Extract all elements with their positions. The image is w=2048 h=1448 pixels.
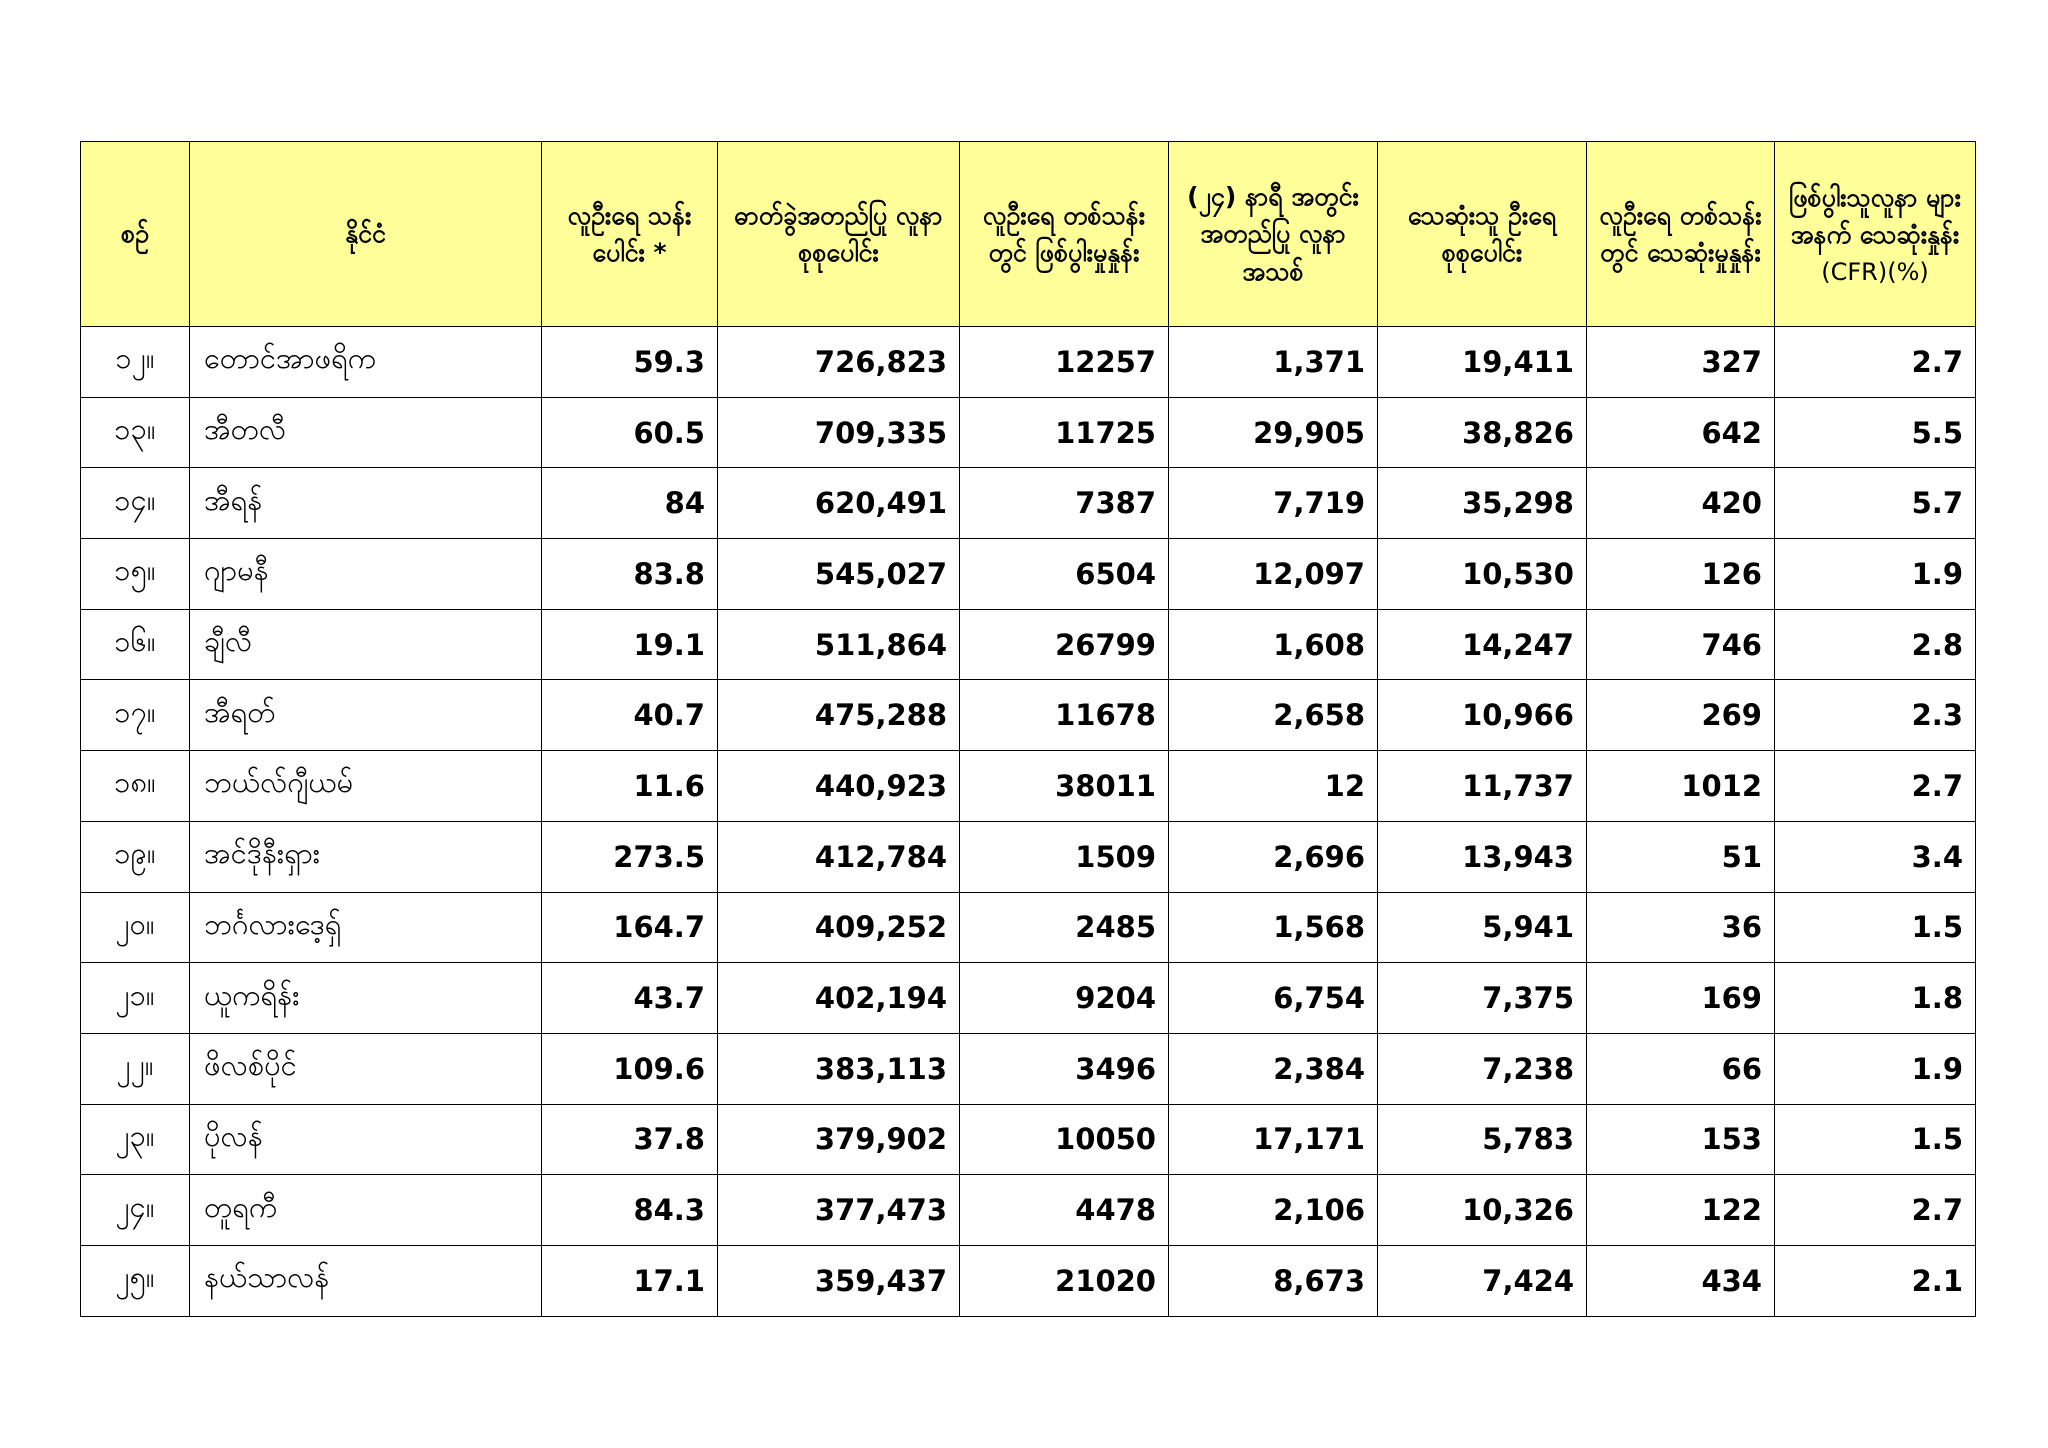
cell-country: ဘင်္ဂလားဒေ့ရှ် — [190, 892, 542, 963]
cell-cases-per-million: 1509 — [960, 821, 1169, 892]
cell-serial-no: ၂၀။ — [81, 892, 190, 963]
cell-country: နယ်သာလန် — [190, 1245, 542, 1316]
cell-total-deaths: 11,737 — [1378, 751, 1587, 822]
cell-new-cases-24h: 8,673 — [1169, 1245, 1378, 1316]
table-row — [81, 1245, 1976, 1316]
cell-cases-per-million: 11678 — [960, 680, 1169, 751]
cell-deaths-per-million: 36 — [1587, 892, 1775, 963]
cell-country: ချီလီ — [190, 609, 542, 680]
cell-cases-per-million: 21020 — [960, 1245, 1169, 1316]
cell-cases-per-million: 10050 — [960, 1104, 1169, 1175]
table-row — [81, 539, 1976, 610]
cell-cfr: 2.1 — [1775, 1245, 1976, 1316]
cell-population: 164.7 — [542, 892, 718, 963]
cell-serial-no: ၂၂။ — [81, 1033, 190, 1104]
cell-total-deaths: 5,783 — [1378, 1104, 1587, 1175]
cell-cfr: 2.8 — [1775, 609, 1976, 680]
cell-cfr: 5.5 — [1775, 397, 1976, 468]
cell-cases-per-million: 3496 — [960, 1033, 1169, 1104]
header-cases-per-million: လူဦးရေ တစ်သန်းတွင် ဖြစ်ပွါးမှုနှုန်း — [960, 142, 1169, 327]
cell-country: အီတလီ — [190, 397, 542, 468]
cell-cfr: 2.7 — [1775, 751, 1976, 822]
table-row — [81, 751, 1976, 822]
cell-cfr: 1.5 — [1775, 1104, 1976, 1175]
cell-cfr: 1.9 — [1775, 539, 1976, 610]
cell-serial-no: ၂၄။ — [81, 1175, 190, 1246]
cell-population: 19.1 — [542, 609, 718, 680]
table-header — [81, 142, 1976, 327]
cell-cfr: 3.4 — [1775, 821, 1976, 892]
cell-population: 43.7 — [542, 963, 718, 1034]
cell-total-cases: 412,784 — [718, 821, 960, 892]
cell-deaths-per-million: 642 — [1587, 397, 1775, 468]
cell-country: တူရကီ — [190, 1175, 542, 1246]
cell-cfr: 5.7 — [1775, 468, 1976, 539]
cell-new-cases-24h: 1,371 — [1169, 327, 1378, 398]
cell-new-cases-24h: 17,171 — [1169, 1104, 1378, 1175]
table-body — [81, 327, 1976, 1317]
cell-deaths-per-million: 169 — [1587, 963, 1775, 1034]
table-row — [81, 609, 1976, 680]
table-row — [81, 1033, 1976, 1104]
cell-population: 60.5 — [542, 397, 718, 468]
cell-country: တောင်အာဖရိက — [190, 327, 542, 398]
cell-serial-no: ၁၉။ — [81, 821, 190, 892]
cell-deaths-per-million: 434 — [1587, 1245, 1775, 1316]
table-row — [81, 1175, 1976, 1246]
cell-new-cases-24h: 1,608 — [1169, 609, 1378, 680]
header-new-cases-24h: (၂၄) နာရီ အတွင်း အတည်ပြု လူနာအသစ် — [1169, 142, 1378, 327]
table-row — [81, 892, 1976, 963]
cell-country: ဘယ်လ်ဂျီယမ် — [190, 751, 542, 822]
header-deaths-per-million: လူဦးရေ တစ်သန်းတွင် သေဆုံးမှုနှုန်း — [1587, 142, 1775, 327]
cell-serial-no: ၂၅။ — [81, 1245, 190, 1316]
cell-cfr: 2.7 — [1775, 327, 1976, 398]
cell-new-cases-24h: 1,568 — [1169, 892, 1378, 963]
header-total-cases: ဓာတ်ခွဲအတည်ပြု လူနာ စုစုပေါင်း — [718, 142, 960, 327]
cell-total-deaths: 13,943 — [1378, 821, 1587, 892]
cell-deaths-per-million: 66 — [1587, 1033, 1775, 1104]
cell-total-deaths: 7,238 — [1378, 1033, 1587, 1104]
cell-new-cases-24h: 12,097 — [1169, 539, 1378, 610]
table-row — [81, 680, 1976, 751]
cell-serial-no: ၁၆။ — [81, 609, 190, 680]
cell-total-cases: 511,864 — [718, 609, 960, 680]
cell-new-cases-24h: 2,658 — [1169, 680, 1378, 751]
cell-population: 11.6 — [542, 751, 718, 822]
cell-cfr: 1.9 — [1775, 1033, 1976, 1104]
cell-new-cases-24h: 29,905 — [1169, 397, 1378, 468]
cell-country: အီရန် — [190, 468, 542, 539]
cell-cases-per-million: 4478 — [960, 1175, 1169, 1246]
header-serial-no: စဉ် — [81, 142, 190, 327]
cell-total-cases: 402,194 — [718, 963, 960, 1034]
cell-population: 84.3 — [542, 1175, 718, 1246]
cell-serial-no: ၁၂။ — [81, 327, 190, 398]
cell-population: 37.8 — [542, 1104, 718, 1175]
cell-deaths-per-million: 126 — [1587, 539, 1775, 610]
cell-total-cases: 440,923 — [718, 751, 960, 822]
cell-total-cases: 359,437 — [718, 1245, 960, 1316]
table-row — [81, 963, 1976, 1034]
cell-total-deaths: 10,966 — [1378, 680, 1587, 751]
cell-total-deaths: 19,411 — [1378, 327, 1587, 398]
cell-serial-no: ၂၁။ — [81, 963, 190, 1034]
cell-new-cases-24h: 2,384 — [1169, 1033, 1378, 1104]
cell-cfr: 2.3 — [1775, 680, 1976, 751]
cell-total-deaths: 10,326 — [1378, 1175, 1587, 1246]
cell-total-deaths: 7,424 — [1378, 1245, 1587, 1316]
cell-country: အင်ဒိုနီးရှား — [190, 821, 542, 892]
cell-cases-per-million: 26799 — [960, 609, 1169, 680]
cell-deaths-per-million: 1012 — [1587, 751, 1775, 822]
header-row — [81, 142, 1976, 327]
cell-country: ဂျာမနီ — [190, 539, 542, 610]
cell-deaths-per-million: 153 — [1587, 1104, 1775, 1175]
cell-serial-no: ၁၇။ — [81, 680, 190, 751]
cell-total-cases: 383,113 — [718, 1033, 960, 1104]
cell-deaths-per-million: 420 — [1587, 468, 1775, 539]
cell-serial-no: ၁၈။ — [81, 751, 190, 822]
cell-country: ပိုလန် — [190, 1104, 542, 1175]
cell-total-cases: 545,027 — [718, 539, 960, 610]
cell-population: 273.5 — [542, 821, 718, 892]
cell-cases-per-million: 38011 — [960, 751, 1169, 822]
cell-serial-no: ၁၄။ — [81, 468, 190, 539]
cell-total-deaths: 5,941 — [1378, 892, 1587, 963]
covid-country-table — [80, 141, 1976, 1317]
cell-population: 40.7 — [542, 680, 718, 751]
cell-serial-no: ၂၃။ — [81, 1104, 190, 1175]
cell-population: 83.8 — [542, 539, 718, 610]
cell-cases-per-million: 9204 — [960, 963, 1169, 1034]
cell-deaths-per-million: 122 — [1587, 1175, 1775, 1246]
cell-total-cases: 409,252 — [718, 892, 960, 963]
cell-country: အီရတ် — [190, 680, 542, 751]
cell-cases-per-million: 7387 — [960, 468, 1169, 539]
cell-cfr: 1.5 — [1775, 892, 1976, 963]
header-cfr — [1775, 142, 1976, 327]
cell-cases-per-million: 12257 — [960, 327, 1169, 398]
cell-total-deaths: 35,298 — [1378, 468, 1587, 539]
cell-serial-no: ၁၃။ — [81, 397, 190, 468]
cell-population: 59.3 — [542, 327, 718, 398]
cell-total-cases: 475,288 — [718, 680, 960, 751]
cell-total-deaths: 14,247 — [1378, 609, 1587, 680]
table-row — [81, 1104, 1976, 1175]
table-row — [81, 821, 1976, 892]
cell-total-cases: 726,823 — [718, 327, 960, 398]
cell-cases-per-million: 11725 — [960, 397, 1169, 468]
header-total-deaths: သေဆုံးသူ ဦးရေ စုစုပေါင်း — [1378, 142, 1587, 327]
cell-deaths-per-million: 269 — [1587, 680, 1775, 751]
cell-new-cases-24h: 12 — [1169, 751, 1378, 822]
header-country: နိုင်ငံ — [190, 142, 542, 327]
cell-total-cases: 379,902 — [718, 1104, 960, 1175]
cell-new-cases-24h: 7,719 — [1169, 468, 1378, 539]
cell-total-cases: 620,491 — [718, 468, 960, 539]
cell-country: ယူကရိန်း — [190, 963, 542, 1034]
cell-new-cases-24h: 2,106 — [1169, 1175, 1378, 1246]
cell-cfr: 2.7 — [1775, 1175, 1976, 1246]
table-row — [81, 327, 1976, 398]
header-cfr-sub: (CFR)(%) — [1821, 257, 1929, 286]
cell-cases-per-million: 2485 — [960, 892, 1169, 963]
cell-population: 17.1 — [542, 1245, 718, 1316]
cell-population: 84 — [542, 468, 718, 539]
header-cfr-label: ဖြစ်ပွါးသူလူနာ များအနက် သေဆုံးနှုန်း — [1789, 182, 1961, 249]
cell-cfr: 1.8 — [1775, 963, 1976, 1034]
cell-deaths-per-million: 327 — [1587, 327, 1775, 398]
cell-cases-per-million: 6504 — [960, 539, 1169, 610]
cell-deaths-per-million: 746 — [1587, 609, 1775, 680]
cell-serial-no: ၁၅။ — [81, 539, 190, 610]
cell-country: ဖိလစ်ပိုင် — [190, 1033, 542, 1104]
cell-total-cases: 709,335 — [718, 397, 960, 468]
cell-new-cases-24h: 6,754 — [1169, 963, 1378, 1034]
cell-new-cases-24h: 2,696 — [1169, 821, 1378, 892]
header-population: လူဦးရေ သန်းပေါင်း * — [542, 142, 718, 327]
cell-total-deaths: 10,530 — [1378, 539, 1587, 610]
table-row — [81, 468, 1976, 539]
cell-total-cases: 377,473 — [718, 1175, 960, 1246]
table-row — [81, 397, 1976, 468]
cell-population: 109.6 — [542, 1033, 718, 1104]
cell-total-deaths: 7,375 — [1378, 963, 1587, 1034]
cell-deaths-per-million: 51 — [1587, 821, 1775, 892]
cell-total-deaths: 38,826 — [1378, 397, 1587, 468]
